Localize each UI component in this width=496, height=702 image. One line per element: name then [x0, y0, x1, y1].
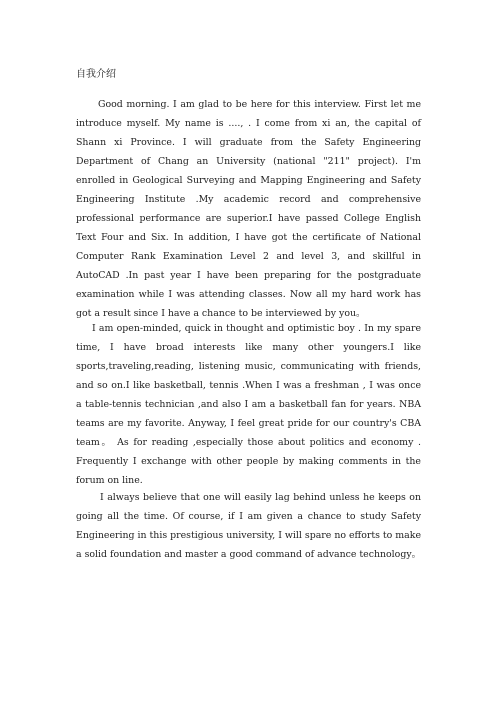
paragraph-introduction: Good morning. I am glad to be here for this interview. First let me introduce myself. My name is ...., . I come from xi an, the capital of Shann xi Province. I will graduate from the Safety Engineering Department of Chang an University (national "211" project). I'm enrolled in Geological Surveying and Mapping Engineering and Safety Engineering Institute .My academic record and comprehensive professional performance are superior.I have passed College English Text Four and Six. In addition, I have got the certificate of National Computer Rank Examination Level 2 and level 3, and skillful in AutoCAD .In past year I have been preparing for the postgraduate examination while I was attending classes. Now all my hard work has got a result since I have a chance to be interviewed by you。	[76, 99, 421, 319]
document-title: 自我介绍	[76, 69, 116, 80]
paragraph-interests: I am open-minded, quick in thought and optimistic boy . In my spare time, I have broad interests like many other youngers.I like sports,traveling,reading, listening music, communicating with friends, and so on.I like basketball, tennis .When I was a freshman , I was once a table-tennis technician ,and also I am a basketball fan for years. NBA teams are my favorite. Anyway, I feel great pride for our country's CBA team。 As for reading ,especially those about politics and economy . Frequently I exchange with other people by making comments in the forum on line.	[76, 323, 421, 486]
paragraph-goals: I always believe that one will easily lag behind unless he keeps on going all the time. Of course, if I am given a chance to study Safety Engineering in this prestigious university, I will spare no efforts to make a solid foundation and master a good command of advance technology。	[76, 492, 421, 560]
